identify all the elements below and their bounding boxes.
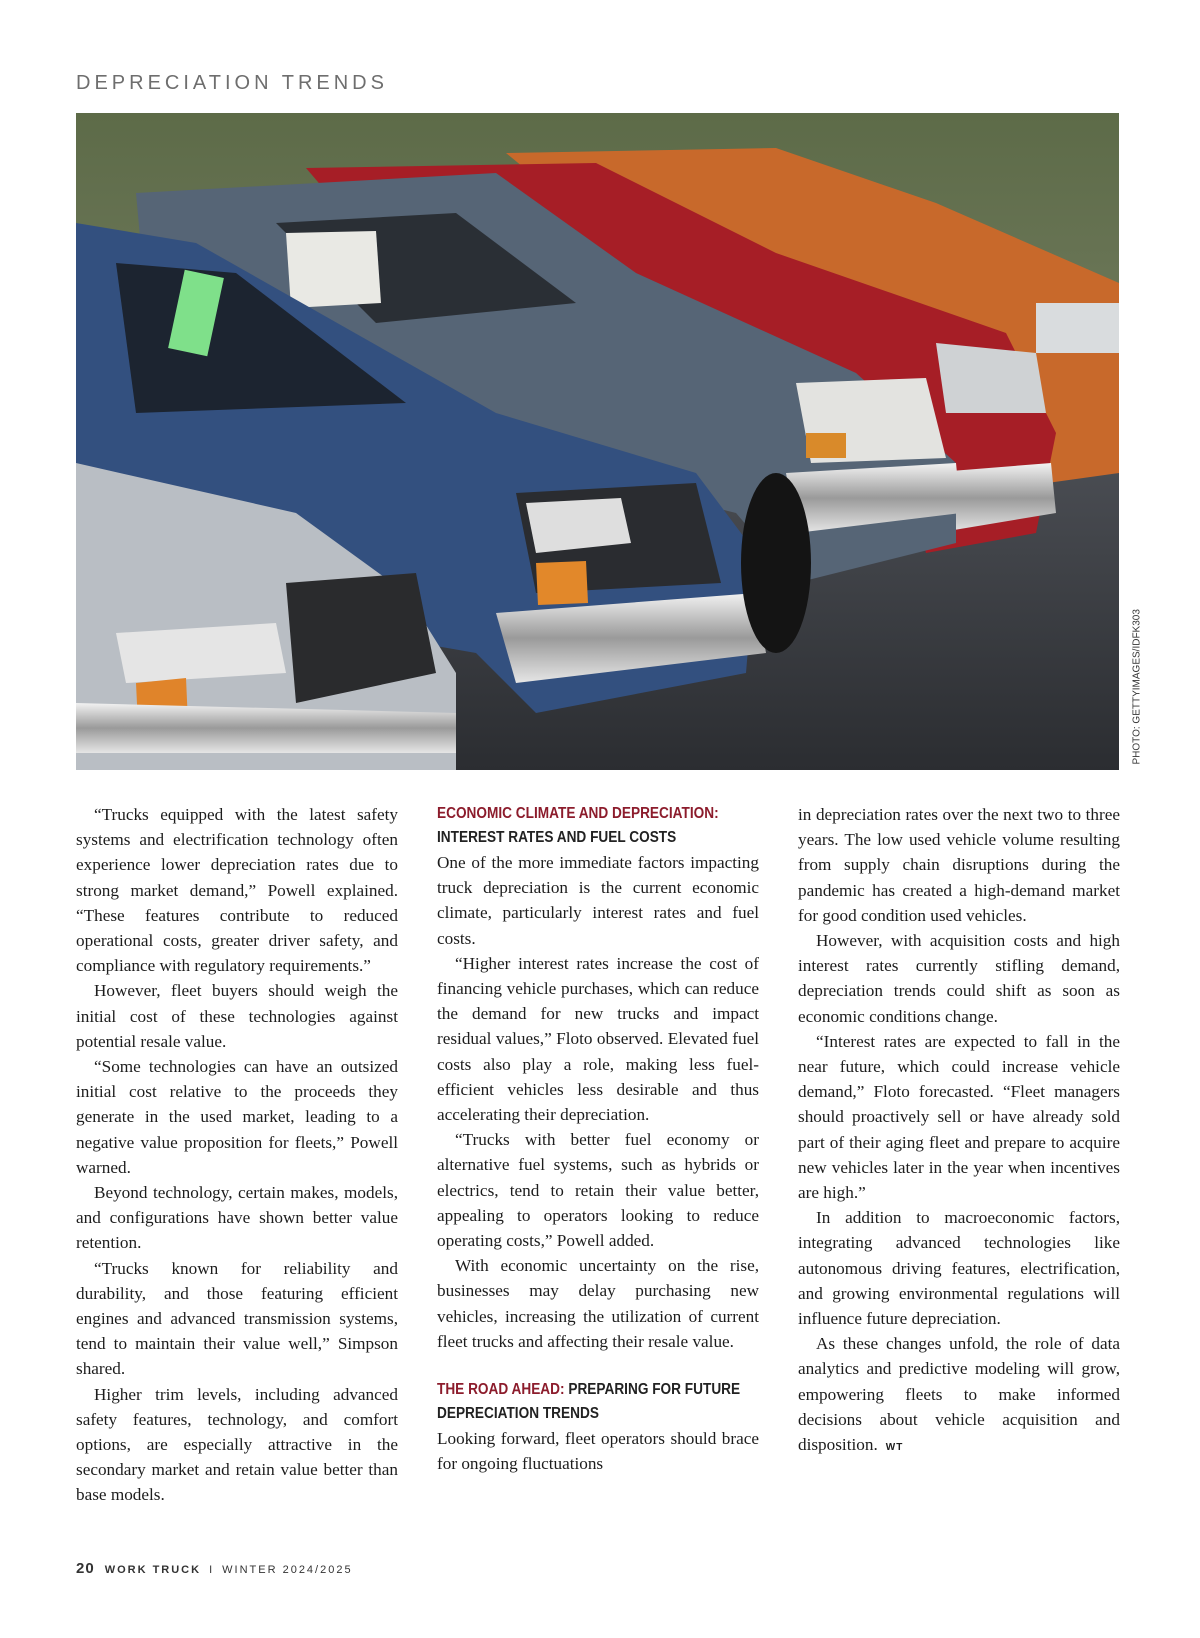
paragraph: in depreciation rates over the next two to three years. The low used vehicle volume resulting from supply chain disruptions during the pandemic has created a high-demand market for good condition used vehicles. (798, 805, 1120, 925)
paragraph: “Higher interest rates increase the cost of financing vehicle purchases, which can reduce the demand for new trucks and impact residual values,” Floto observed. Elevated fuel costs also play a role, making less fuel-efficient vehicles less desirable and thus accelerating their depreciation. (437, 953, 759, 1125)
paragraph: However, fleet buyers should weigh the initial cost of these technologies against potential resale value. (76, 981, 398, 1051)
article-column-1 (76, 802, 398, 1508)
paragraph: As these changes unfold, the role of data analytics and predictive modeling will grow, empowering fleets to make informed decisions about vehicle acquisition and disposition. WT (798, 1334, 1120, 1455)
article-column-3 (798, 802, 1120, 1460)
trucks-photo (76, 113, 1119, 770)
photo-credit: PHOTO: GETTYIMAGES/IDFK303 (1131, 609, 1143, 765)
paragraph: With economic uncertainty on the rise, businesses may delay purchasing new vehicles, increasing the utilization of current fleet trucks and affecting their resale value. (437, 1256, 759, 1351)
paragraph: “Trucks known for reliability and durability, and those featuring efficient engines and advanced transmission systems, tend to maintain their value well,” Simpson shared. (76, 1258, 398, 1379)
section-label: DEPRECIATION TRENDS (76, 72, 388, 94)
paragraph: In addition to macroeconomic factors, integrating advanced technologies like autonomous driving features, electrification, and growing environmental regulations will influence future depreciation. (798, 1208, 1120, 1329)
article-column-2 (437, 802, 759, 1476)
paragraph: One of the more immediate factors impacting truck depreciation is the current economic climate, particularly interest rates and fuel costs. (437, 853, 759, 948)
footer-separator: I (209, 1564, 215, 1576)
paragraph: Looking forward, fleet operators should brace for ongoing fluctuations (437, 1429, 759, 1474)
paragraph: Beyond technology, certain makes, models, and configurations have shown better value retention. (76, 1183, 398, 1253)
subheading-economic-climate: ECONOMIC CLIMATE AND DEPRECIATION: INTEREST RATES AND FUEL COSTS (437, 805, 719, 846)
issue-label: WINTER 2024/2025 (222, 1564, 353, 1576)
magazine-name: WORK TRUCK (104, 1564, 202, 1576)
page-footer (76, 1560, 353, 1577)
paragraph: “Interest rates are expected to fall in the near future, which could increase vehicle demand,” Floto forecasted. “Fleet managers should proactively sell or have already sold part of their aging fleet and prepare to acquire new vehicles later in the year when incentives are high.” (798, 1031, 1120, 1203)
paragraph: However, with acquisition costs and high interest rates currently stifling demand, depreciation trends could shift as soon as economic conditions change. (798, 931, 1120, 1026)
subheading-road-ahead: THE ROAD AHEAD: PREPARING FOR FUTURE DEPRECIATION TRENDS (437, 1381, 741, 1423)
trucks-illustration (76, 113, 1119, 770)
paragraph: “Some technologies can have an outsized initial cost relative to the proceeds they generate in the used market, leading to a negative value proposition for fleets,” Powell warned. (76, 1057, 398, 1177)
end-mark: WT (885, 1442, 904, 1454)
page-number: 20 (76, 1560, 95, 1577)
paragraph: “Trucks with better fuel economy or alternative fuel systems, such as hybrids or electrics, tend to retain their value better, appealing to operators looking to reduce operating costs,” Powell added. (437, 1130, 759, 1251)
paragraph: Higher trim levels, including advanced safety features, technology, and comfort options, are especially attractive in the secondary market and retain value better than base models. (76, 1384, 398, 1505)
paragraph: “Trucks equipped with the latest safety systems and electrification technology often experience lower depreciation rates due to strong market demand,” Powell explained. “These features contribute to reduced operational costs, greater driver safety, and compliance with regulatory requirements.” (76, 805, 398, 976)
